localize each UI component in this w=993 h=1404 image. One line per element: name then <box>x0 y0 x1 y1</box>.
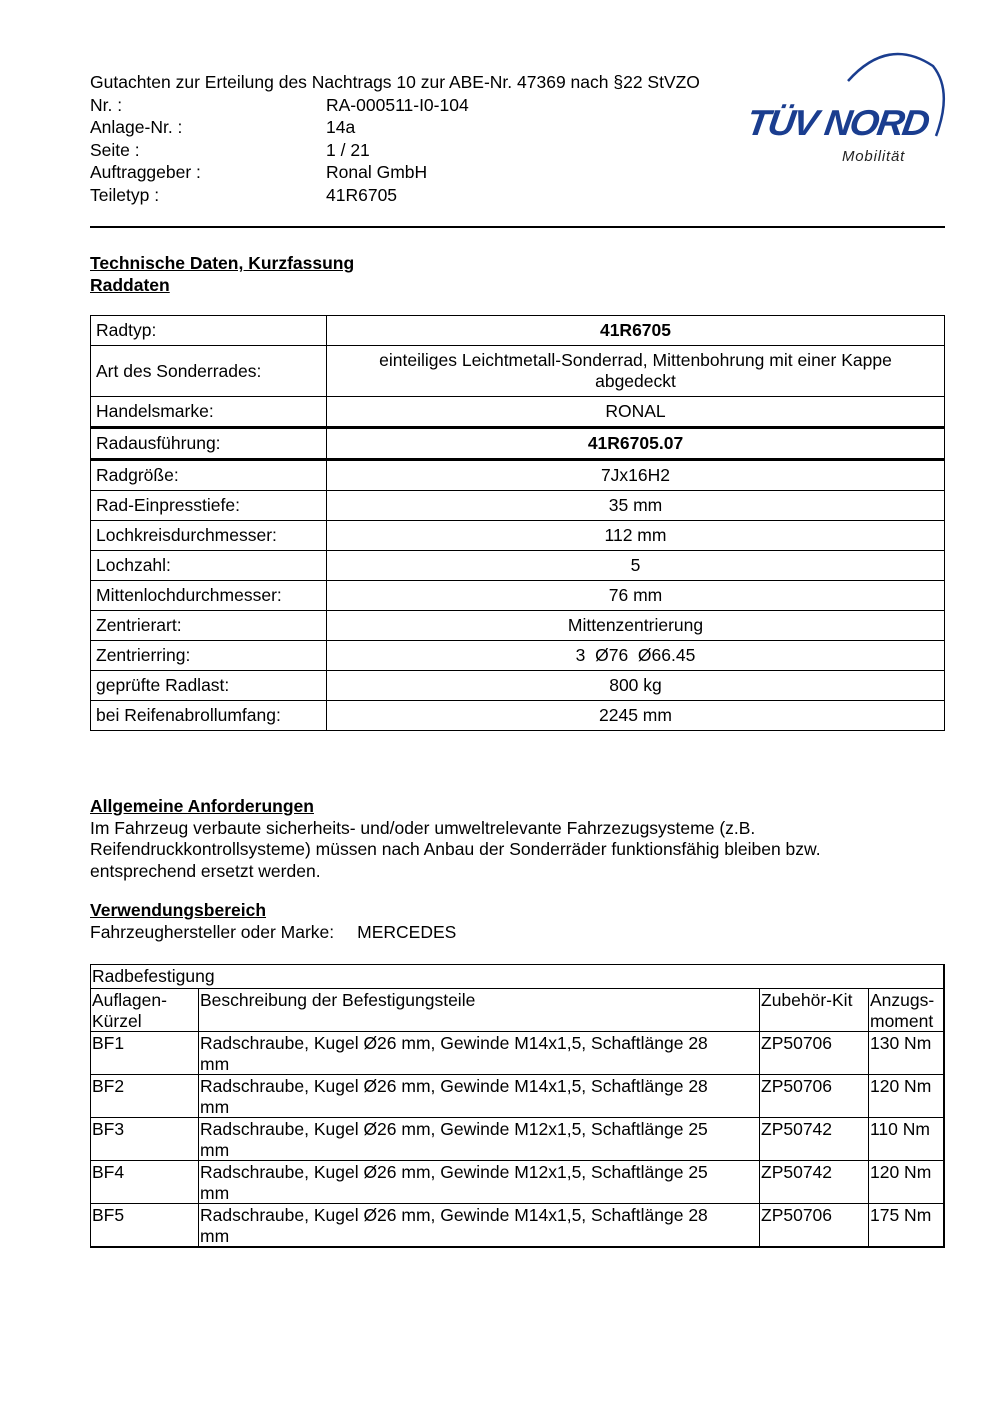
cell-torque: 120 Nm <box>869 1075 945 1118</box>
row-key: Rad-Einpresstiefe: <box>91 491 327 521</box>
cell-desc: Radschraube, Kugel Ø26 mm, Gewinde M12x1,5, Schaftlänge 25 mm <box>199 1118 760 1161</box>
row-value: 7Jx16H2 <box>327 460 945 491</box>
table-row <box>91 1118 945 1161</box>
section-title: Technische Daten, Kurzfassung <box>90 253 355 273</box>
header-label: Auftraggeber : <box>90 162 201 183</box>
row-value: Mittenzentrierung <box>327 611 945 641</box>
row-key: Art des Sonderrades: <box>91 346 327 397</box>
row-value: 2245 mm <box>327 701 945 731</box>
cell-code: BF4 <box>91 1161 199 1204</box>
logo-wordmark: TÜV NORD <box>744 102 931 143</box>
column-header: Anzugs-moment <box>869 989 945 1032</box>
header-field-auftraggeber <box>90 161 700 184</box>
document-header <box>90 71 700 207</box>
cell-torque: 130 Nm <box>869 1032 945 1075</box>
cell-desc: Radschraube, Kugel Ø26 mm, Gewinde M14x1,5, Schaftlänge 28 mm <box>199 1032 760 1075</box>
row-value: einteiliges Leichtmetall-Sonderrad, Mittenbohrung mit einer Kappe abgedeckt <box>327 346 945 397</box>
header-label: Anlage-Nr. : <box>90 117 183 138</box>
manufacturer-line <box>90 922 930 944</box>
radbefestigung-table <box>90 964 945 1248</box>
section-text: Im Fahrzeug verbaute sicherheits- und/oder umweltrelevante Fahrzezugsysteme (z.B. Reifendruckkontrollsysteme) müssen nach Anbau der Sonderräder funktionsfähig bleiben bzw. entsprechend ersetzt werden. <box>90 817 821 881</box>
section-subtitle: Raddaten <box>90 275 170 295</box>
table-row <box>91 1204 945 1248</box>
cell-torque: 175 Nm <box>869 1204 945 1248</box>
row-key: Radtyp: <box>91 316 327 346</box>
cell-code: BF1 <box>91 1032 199 1075</box>
table-caption-row <box>91 965 945 989</box>
cell-kit: ZP50706 <box>760 1204 869 1248</box>
table-row <box>91 671 945 701</box>
column-header: Auflagen-Kürzel <box>91 989 199 1032</box>
section-title: Verwendungsbereich <box>90 900 267 920</box>
cell-torque: 120 Nm <box>869 1161 945 1204</box>
header-field-anlage <box>90 116 700 139</box>
table-row <box>91 397 945 428</box>
header-value: Ronal GmbH <box>326 162 428 183</box>
column-header: Zubehör-Kit <box>760 989 869 1032</box>
table-row <box>91 460 945 491</box>
table-header-row <box>91 989 945 1032</box>
raddaten-table <box>90 315 945 731</box>
document-title: Gutachten zur Erteilung des Nachtrags 10 zur ABE-Nr. 47369 nach §22 StVZO <box>90 72 700 92</box>
row-value: 76 mm <box>327 581 945 611</box>
header-value: 41R6705 <box>326 184 398 205</box>
row-value: 800 kg <box>327 671 945 701</box>
cell-torque: 110 Nm <box>869 1118 945 1161</box>
table-row <box>91 491 945 521</box>
table-row <box>91 611 945 641</box>
row-value: 41R6705 <box>327 316 945 346</box>
row-key: Lochkreisdurchmesser: <box>91 521 327 551</box>
header-field-seite <box>90 139 700 162</box>
table-row <box>91 346 945 397</box>
cell-desc: Radschraube, Kugel Ø26 mm, Gewinde M12x1,5, Schaftlänge 25 mm <box>199 1161 760 1204</box>
table-row <box>91 581 945 611</box>
header-label: Seite : <box>90 139 140 160</box>
cell-kit: ZP50742 <box>760 1161 869 1204</box>
row-value: RONAL <box>327 397 945 428</box>
section-verwendung <box>90 900 930 943</box>
cell-desc: Radschraube, Kugel Ø26 mm, Gewinde M14x1,5, Schaftlänge 28 mm <box>199 1075 760 1118</box>
header-label: Nr. : <box>90 94 123 115</box>
row-value: 3 Ø76 Ø66.45 <box>327 641 945 671</box>
column-header: Beschreibung der Befestigungsteile <box>199 989 760 1032</box>
row-value: 5 <box>327 551 945 581</box>
cell-code: BF5 <box>91 1204 199 1248</box>
manufacturer-label: Fahrzeughersteller oder Marke: <box>90 921 335 942</box>
row-value: 112 mm <box>327 521 945 551</box>
row-key: Radgröße: <box>91 460 327 491</box>
table-row <box>91 641 945 671</box>
header-value: 14a <box>326 117 356 138</box>
row-key: Handelsmarke: <box>91 397 327 428</box>
row-value: 41R6705.07 <box>327 428 945 460</box>
row-key: Radausführung: <box>91 428 327 460</box>
table-row <box>91 1161 945 1204</box>
row-key: bei Reifenabrollumfang: <box>91 701 327 731</box>
row-key: Mittenlochdurchmesser: <box>91 581 327 611</box>
table-row <box>91 1075 945 1118</box>
table-row <box>91 428 945 460</box>
tuv-nord-logo <box>744 46 948 176</box>
section-title: Allgemeine Anforderungen <box>90 796 314 816</box>
table-row <box>91 316 945 346</box>
header-field-teiletyp <box>90 184 700 207</box>
row-key: Zentrierring: <box>91 641 327 671</box>
table-row <box>91 701 945 731</box>
header-label: Teiletyp : <box>90 184 160 205</box>
header-field-nr <box>90 94 700 117</box>
row-key: Lochzahl: <box>91 551 327 581</box>
manufacturer-value: MERCEDES <box>357 921 457 942</box>
cell-code: BF3 <box>91 1118 199 1161</box>
table-caption: Radbefestigung <box>91 965 945 989</box>
header-divider <box>90 226 945 228</box>
section-technical-heading <box>90 252 354 296</box>
table-row <box>91 1032 945 1075</box>
row-key: Zentrierart: <box>91 611 327 641</box>
section-allgemein <box>90 796 930 882</box>
table-row <box>91 521 945 551</box>
cell-kit: ZP50706 <box>760 1075 869 1118</box>
table-row <box>91 551 945 581</box>
cell-desc: Radschraube, Kugel Ø26 mm, Gewinde M14x1,5, Schaftlänge 28 mm <box>199 1204 760 1248</box>
header-value: 1 / 21 <box>326 139 370 160</box>
row-key: geprüfte Radlast: <box>91 671 327 701</box>
cell-code: BF2 <box>91 1075 199 1118</box>
header-value: RA-000511-I0-104 <box>326 94 469 115</box>
cell-kit: ZP50742 <box>760 1118 869 1161</box>
row-value: 35 mm <box>327 491 945 521</box>
cell-kit: ZP50706 <box>760 1032 869 1075</box>
logo-subtitle: Mobilität <box>842 148 906 165</box>
